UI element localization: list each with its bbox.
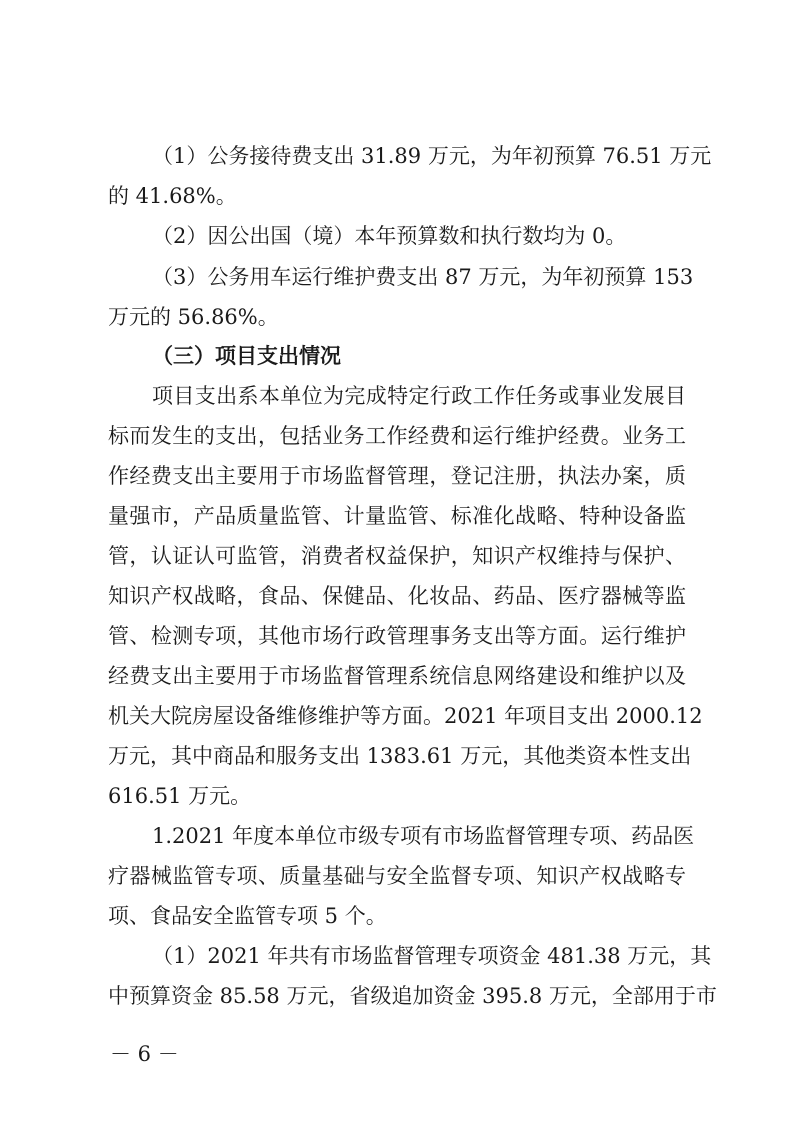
text-line: 疗器械监管专项、质量基础与安全监督专项、知识产权战略专: [108, 864, 686, 888]
text-line: （3）公务用车运行维护费支出 87 万元，为年初预算 153: [152, 265, 694, 289]
text-line: 作经费支出主要用于市场监督管理，登记注册，执法办案，质: [108, 464, 686, 488]
text-line: 的 41.68%。: [108, 184, 237, 208]
text-line: 量强市，产品质量监管、计量监管、标准化战略、特种设备监: [108, 504, 686, 528]
text-line: 项目支出系本单位为完成特定行政工作任务或事业发展目: [152, 384, 686, 408]
page-number: － 6 －: [110, 1042, 179, 1066]
text-line: 项、食品安全监管专项 5 个。: [108, 904, 387, 928]
text-line: （2）因公出国（境）本年预算数和执行数均为 0。: [152, 224, 627, 248]
text-line: （1）公务接待费支出 31.89 万元，为年初预算 76.51 万元: [152, 144, 712, 168]
text-line: 万元，其中商品和服务支出 1383.61 万元，其他类资本性支出: [108, 744, 692, 768]
text-line: 616.51 万元。: [108, 784, 252, 808]
text-line: 1.2021 年度本单位市级专项有市场监督管理专项、药品医: [152, 824, 695, 848]
text-line: 标而发生的支出，包括业务工作经费和运行维护经费。业务工: [108, 424, 686, 448]
text-line: 管、检测专项，其他市场行政管理事务支出等方面。运行维护: [108, 624, 686, 648]
text-line: 万元的 56.86%。: [108, 305, 279, 329]
text-line: 经费支出主要用于市场监督管理系统信息网络建设和维护以及: [108, 664, 686, 688]
text-line: 知识产权战略，食品、保健品、化妆品、药品、医疗器械等监: [108, 584, 686, 608]
text-line: 机关大院房屋设备维修维护等方面。2021 年项目支出 2000.12: [108, 704, 703, 728]
text-line: 管，认证认可监管，消费者权益保护，知识产权维持与保护、: [108, 544, 686, 568]
text-line: 中预算资金 85.58 万元，省级追加资金 395.8 万元，全部用于市: [108, 984, 717, 1008]
text-line: （1）2021 年共有市场监督管理专项资金 481.38 万元，其: [152, 944, 712, 968]
section-heading: （三）项目支出情况: [152, 343, 341, 368]
